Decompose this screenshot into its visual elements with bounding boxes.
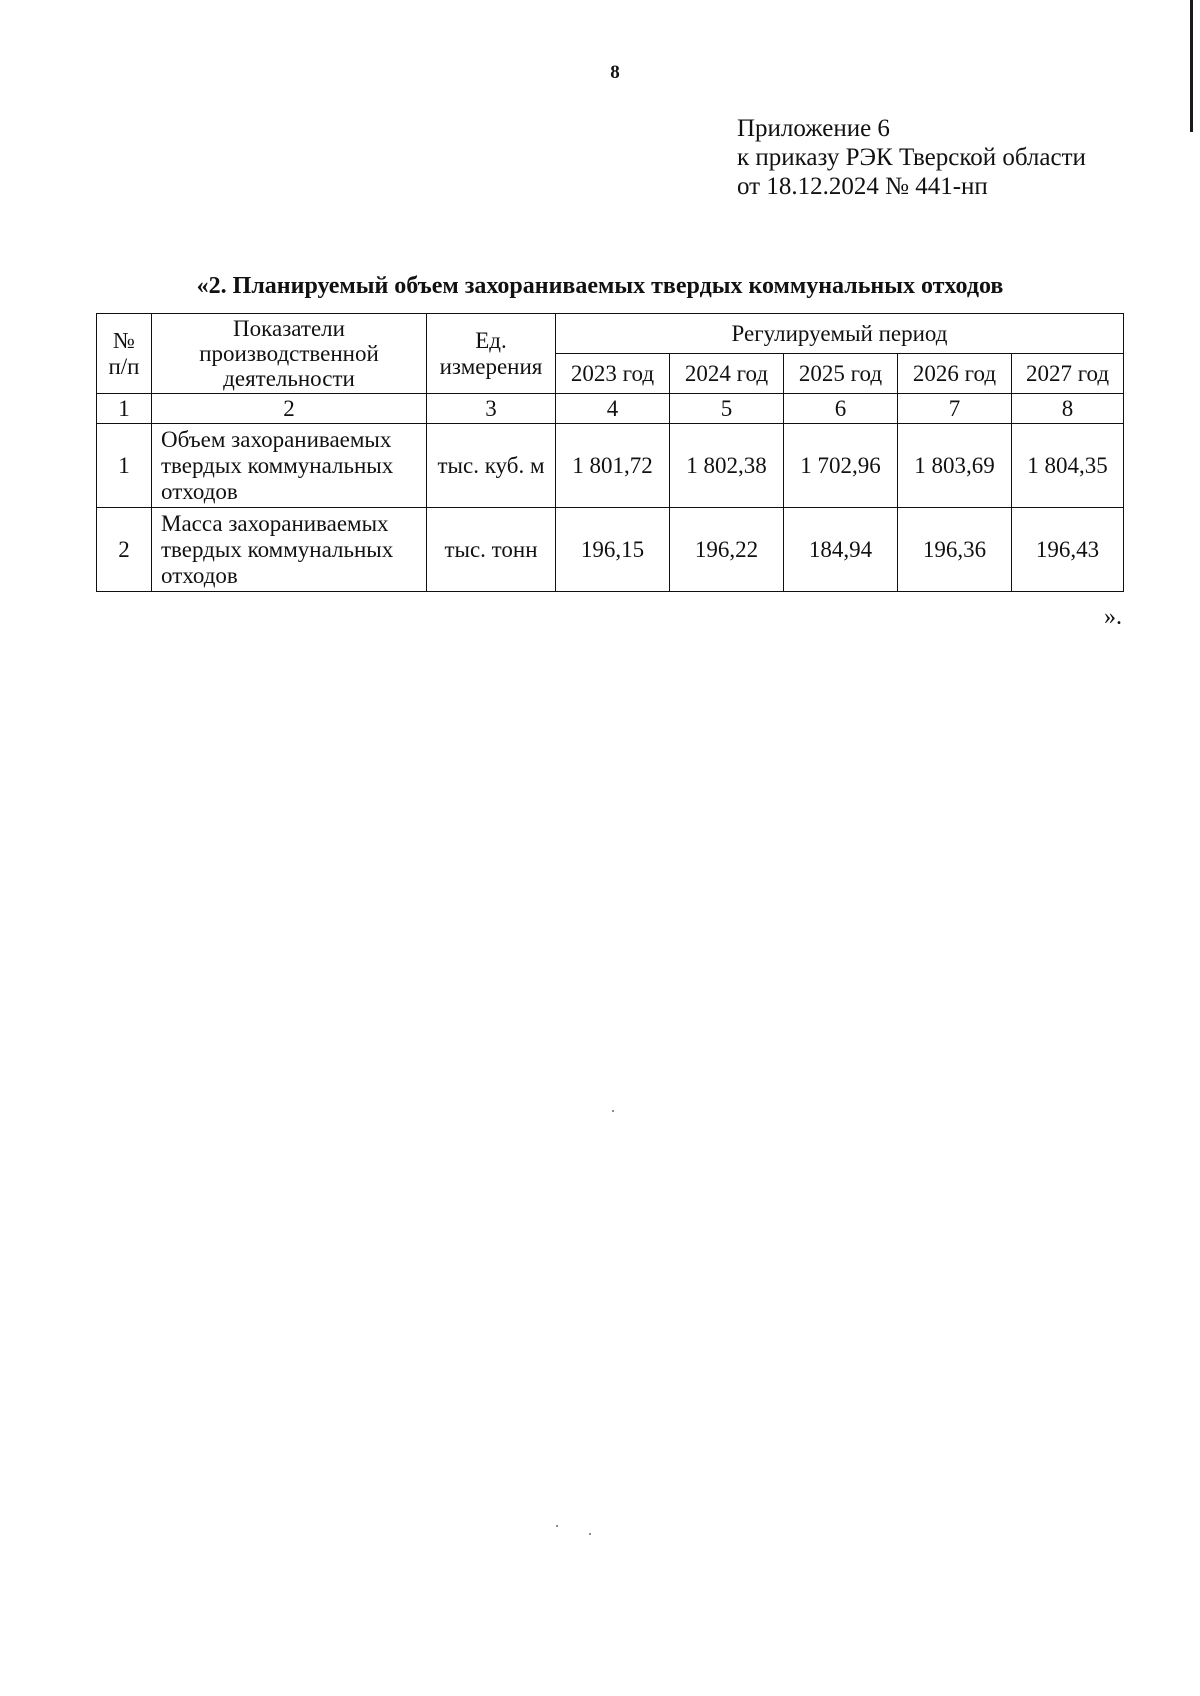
column-index-cell: 5: [670, 394, 784, 424]
row-indicator: [152, 424, 427, 508]
row-value-2024: 196,22: [670, 508, 784, 592]
appendix-line-1: Приложение 6: [737, 115, 890, 142]
header-unit: [427, 314, 556, 394]
row-value-2025: 1 702,96: [784, 424, 898, 508]
header-indicator-line-2: производственной: [199, 341, 379, 366]
row-indicator-line: твердых коммунальных: [161, 452, 394, 478]
scan-speck: [556, 1525, 558, 1527]
scan-speck: [612, 1110, 614, 1112]
header-year-2025: 2025 год: [784, 354, 898, 394]
appendix-block: [737, 114, 1086, 201]
header-period: Регулируемый период: [556, 314, 1124, 354]
header-year-2024: 2024 год: [670, 354, 784, 394]
row-indicator-line: отходов: [161, 478, 238, 504]
row-indicator-line: твердых коммунальных: [161, 536, 394, 562]
row-value-2023: 1 801,72: [556, 424, 670, 508]
table-row: [97, 508, 1124, 592]
row-num: 2: [97, 508, 152, 592]
header-num-line-2: п/п: [108, 353, 140, 379]
row-value-2023: 196,15: [556, 508, 670, 592]
header-unit-line-2: измерения: [439, 353, 543, 379]
column-index-cell: 1: [97, 394, 152, 424]
closing-quote: ».: [1104, 604, 1122, 630]
column-index-row: [97, 394, 1124, 424]
row-indicator: [152, 508, 427, 592]
row-num: 1: [97, 424, 152, 508]
header-year-2023: 2023 год: [556, 354, 670, 394]
row-unit: тыс. тонн: [427, 508, 556, 592]
row-value-2026: 1 803,69: [898, 424, 1012, 508]
header-num: [97, 314, 152, 394]
column-index-cell: 2: [152, 394, 427, 424]
header-row-1: [97, 314, 1124, 354]
column-index-cell: 4: [556, 394, 670, 424]
row-value-2027: 1 804,35: [1012, 424, 1124, 508]
header-year-2027: 2027 год: [1012, 354, 1124, 394]
row-unit: тыс. куб. м: [427, 424, 556, 508]
header-indicator-line-1: Показатели: [233, 316, 345, 341]
column-index-cell: 6: [784, 394, 898, 424]
row-indicator-line: Масса захораниваемых: [161, 510, 389, 536]
column-index-cell: 8: [1012, 394, 1124, 424]
row-indicator-line: Объем захораниваемых: [161, 426, 392, 452]
waste-volume-table: [96, 313, 1124, 592]
page-number: 8: [610, 62, 620, 83]
table-row: [97, 424, 1124, 508]
row-value-2026: 196,36: [898, 508, 1012, 592]
column-index-cell: 3: [427, 394, 556, 424]
header-year-2026: 2026 год: [898, 354, 1012, 394]
header-num-line-1: №: [113, 327, 135, 353]
appendix-line-2: к приказу РЭК Тверской области: [737, 144, 1086, 171]
row-value-2024: 1 802,38: [670, 424, 784, 508]
header-indicator: [152, 314, 427, 394]
column-index-cell: 7: [898, 394, 1012, 424]
row-value-2025: 184,94: [784, 508, 898, 592]
scan-speck: [589, 1533, 591, 1535]
row-value-2027: 196,43: [1012, 508, 1124, 592]
appendix-line-3: от 18.12.2024 № 441-нп: [737, 173, 988, 200]
header-indicator-line-3: деятельности: [223, 366, 355, 391]
row-indicator-line: отходов: [161, 562, 238, 588]
table-title: «2. Планируемый объем захораниваемых твердых коммунальных отходов: [196, 273, 1004, 299]
header-unit-line-1: Ед.: [475, 327, 507, 353]
